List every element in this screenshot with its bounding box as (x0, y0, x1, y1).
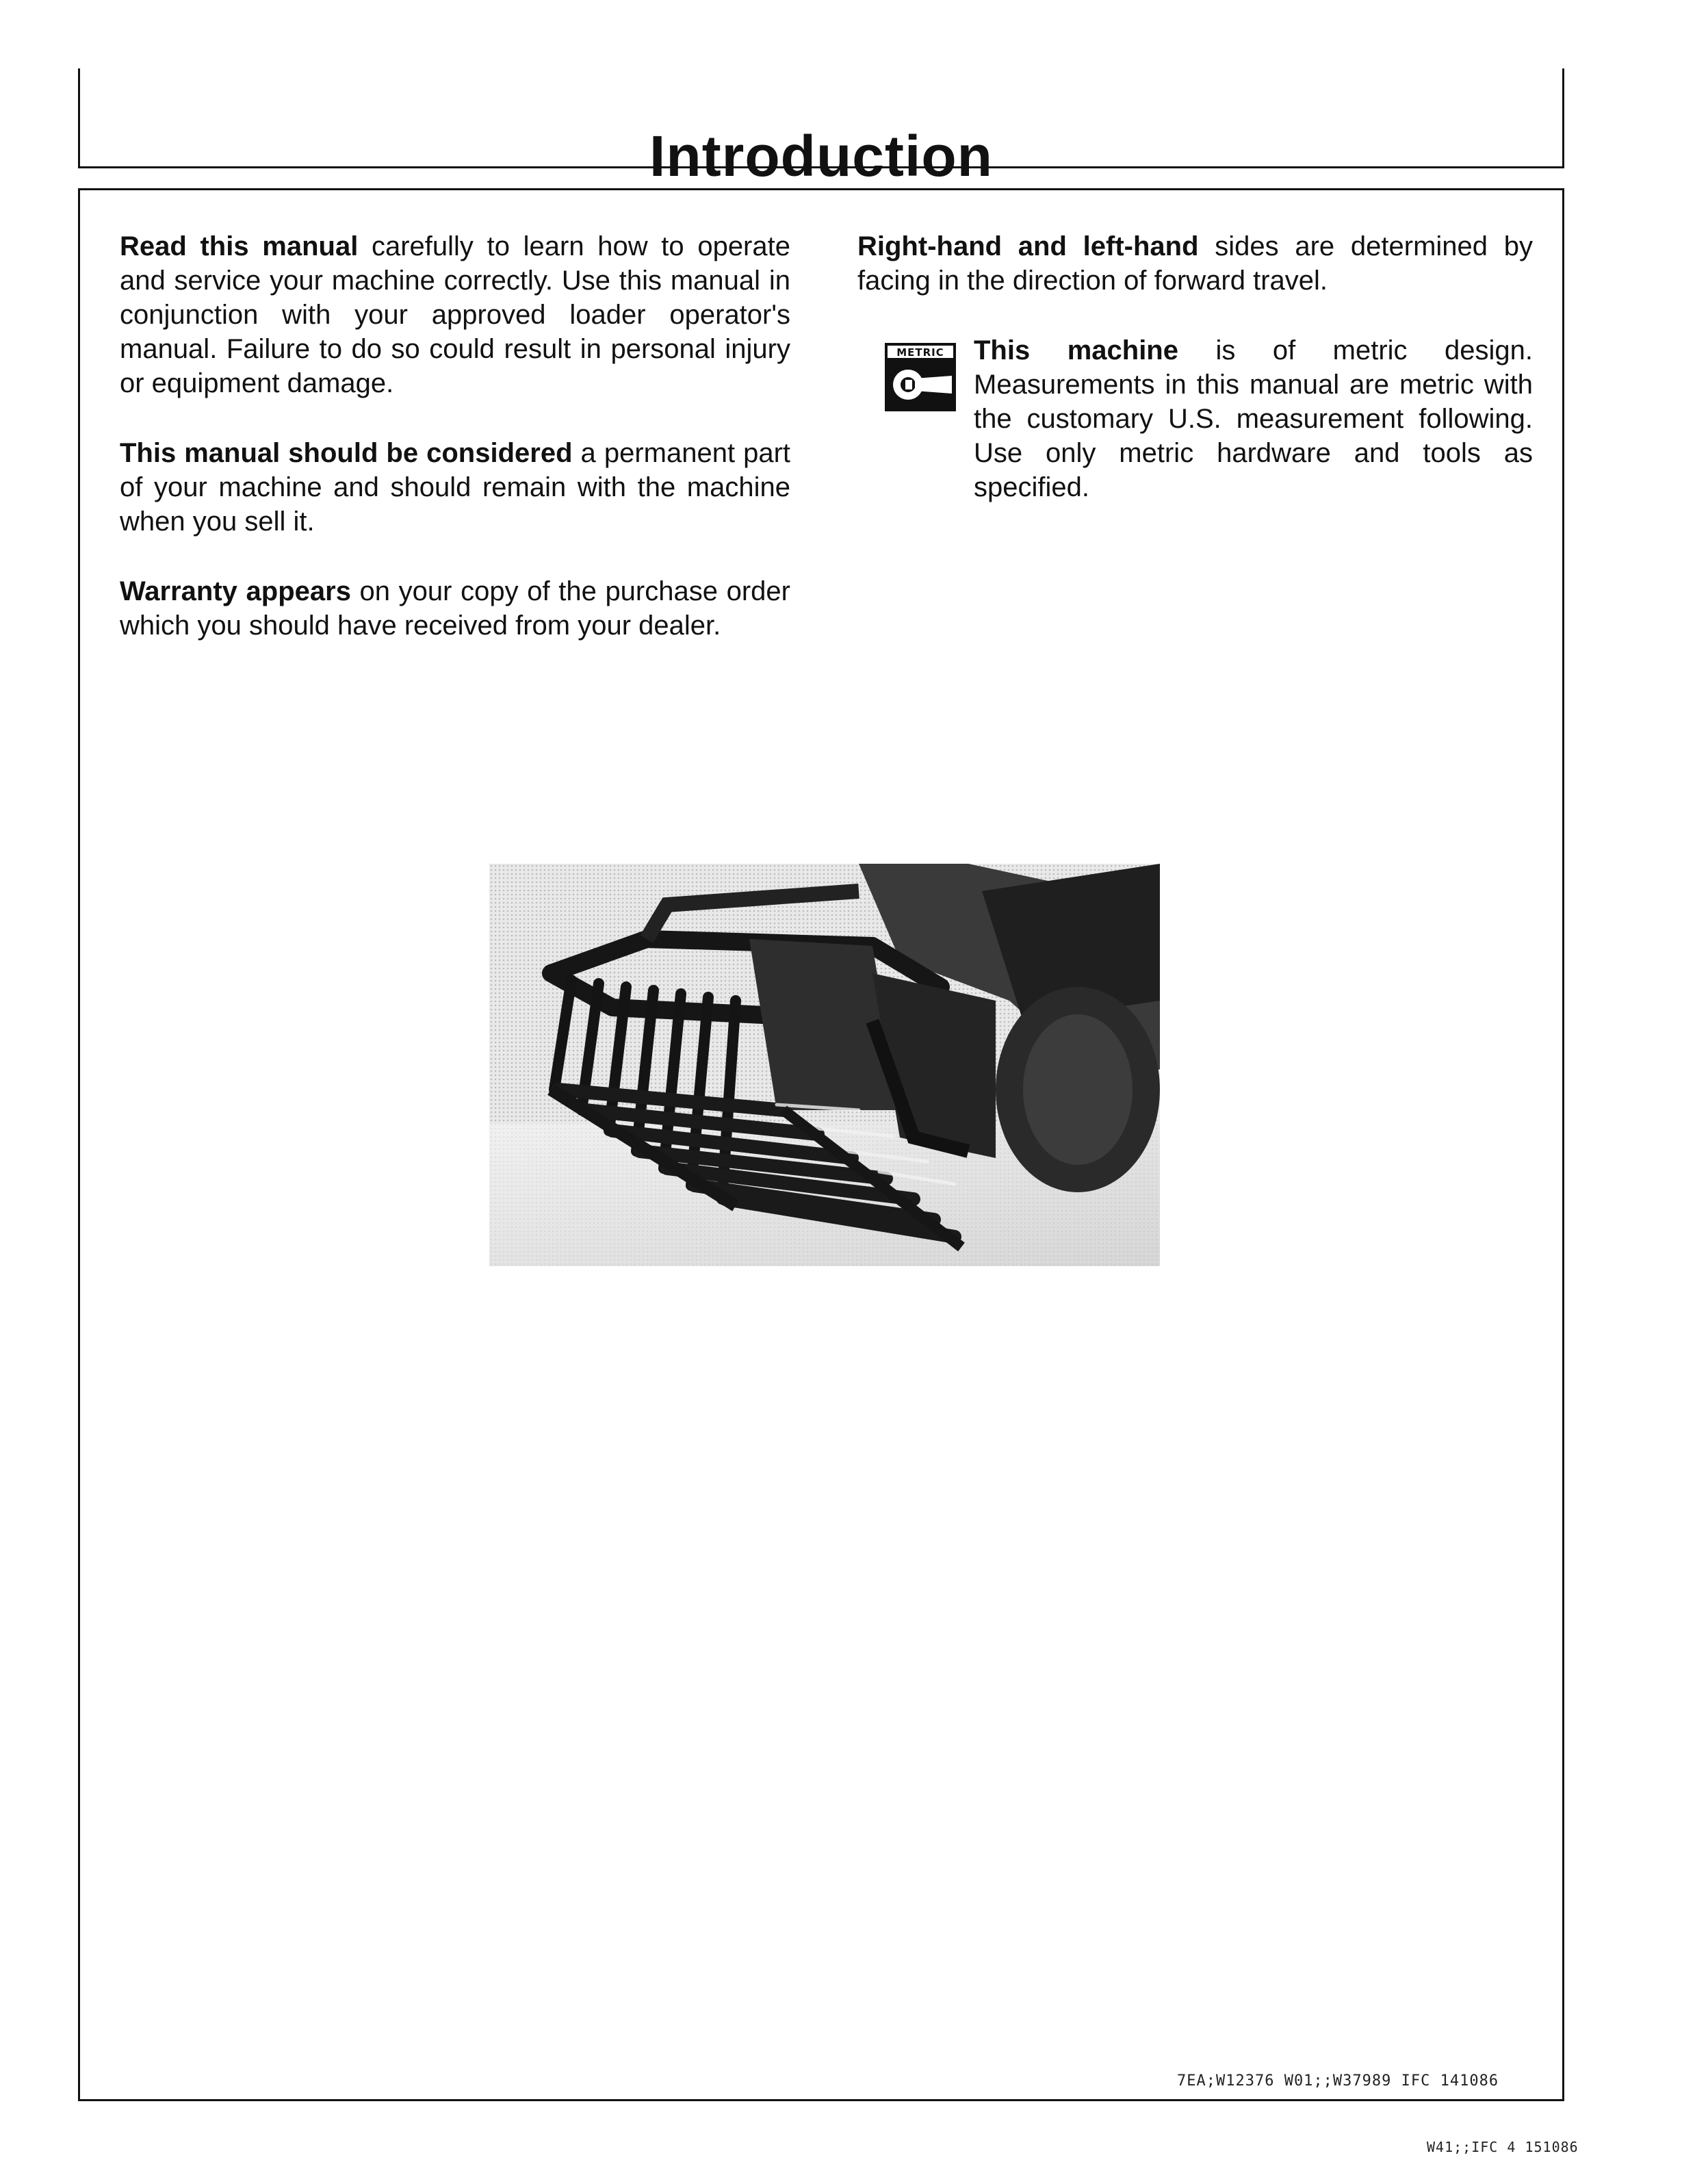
paragraph-metric (857, 333, 1533, 504)
page-title: Introduction (649, 124, 993, 188)
document-code: 7EA;W12376 W01;;W37989 IFC 141086 (1177, 2072, 1499, 2090)
paragraph-lead: This machine (974, 335, 1178, 365)
grapple-fork-photo (489, 864, 1160, 1266)
paragraph-lead: Warranty appears (120, 576, 351, 606)
metric-icon-label: METRIC (896, 346, 944, 359)
paragraph-lead: Read this manual (120, 231, 359, 261)
paragraph-warranty (120, 574, 790, 643)
header-box (78, 68, 1564, 188)
paragraph-text: is of metric design. Measurements in this manual are metric with the customary U.S. measurement following. Use only metric hardware and tools as specified. (974, 335, 1533, 502)
paragraph-lead: This manual should be considered (120, 438, 573, 468)
page-code: W41;;IFC 4 151086 (1427, 2139, 1579, 2155)
paragraph-text: carefully to learn how to operate and service your machine correctly. Use this manual in conjunction with your approved loader operator's manual. Failure to do so could result in personal injury or equipment damage. (120, 231, 790, 398)
paragraph-text: a permanent part of your machine and should remain with the machine when you sell it. (120, 438, 790, 537)
paragraph-read-manual (120, 229, 790, 400)
left-column (120, 229, 790, 678)
paragraph-sides (857, 229, 1533, 298)
paragraph-permanent-part (120, 436, 790, 539)
paragraph-text: on your copy of the purchase order which you should have received from your dealer. (120, 576, 790, 641)
metric-wrench-icon (885, 343, 956, 411)
right-column (857, 229, 1533, 540)
paragraph-text: sides are determined by facing in the direction of forward travel. (857, 231, 1534, 296)
paragraph-lead: Right-hand and left-hand (857, 231, 1199, 261)
